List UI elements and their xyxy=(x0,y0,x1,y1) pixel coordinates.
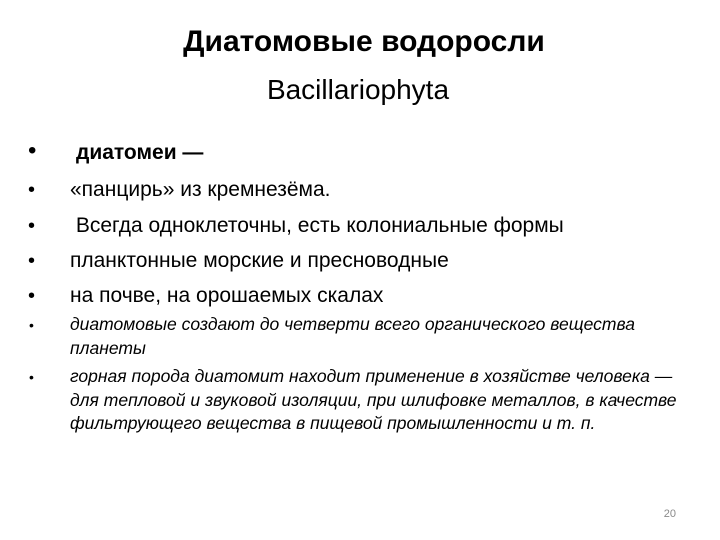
bullet-marker: • xyxy=(29,317,34,333)
bullet-marker: • xyxy=(28,250,36,272)
bullet-marker: • xyxy=(28,215,36,237)
bullet-text: на почве, на орошаемых скалах xyxy=(70,284,384,307)
slide-title-text: Диатомовые водоросли xyxy=(183,25,545,58)
bullet-text: Всегда одноклеточны, есть колониальные формы xyxy=(70,214,564,237)
bullet-text: планктонные морские и пресноводные xyxy=(70,249,449,272)
bullet-text: «панцирь» из кремнезёма. xyxy=(70,178,331,201)
bullet-marker: • xyxy=(29,369,34,385)
bullet-marker: • xyxy=(28,285,36,307)
bullet-marker: • xyxy=(28,179,36,201)
slide-subtitle-text: Bacillariophyta xyxy=(266,74,450,105)
bullet-marker: • xyxy=(28,137,37,164)
bullet-text: горная порода диатомит находит применение в хозяйстве человека — для тепловой и звуковой изоляции, при шлифовке металлов, в качестве фильтрующего вещества в пищевой промышленности и т. п. xyxy=(70,366,677,433)
bullet-text: диатомеи — xyxy=(76,141,204,164)
page-number: 20 xyxy=(663,508,676,520)
bullet-text: диатомовые создают до четверти всего органического вещества планеты xyxy=(70,314,635,358)
